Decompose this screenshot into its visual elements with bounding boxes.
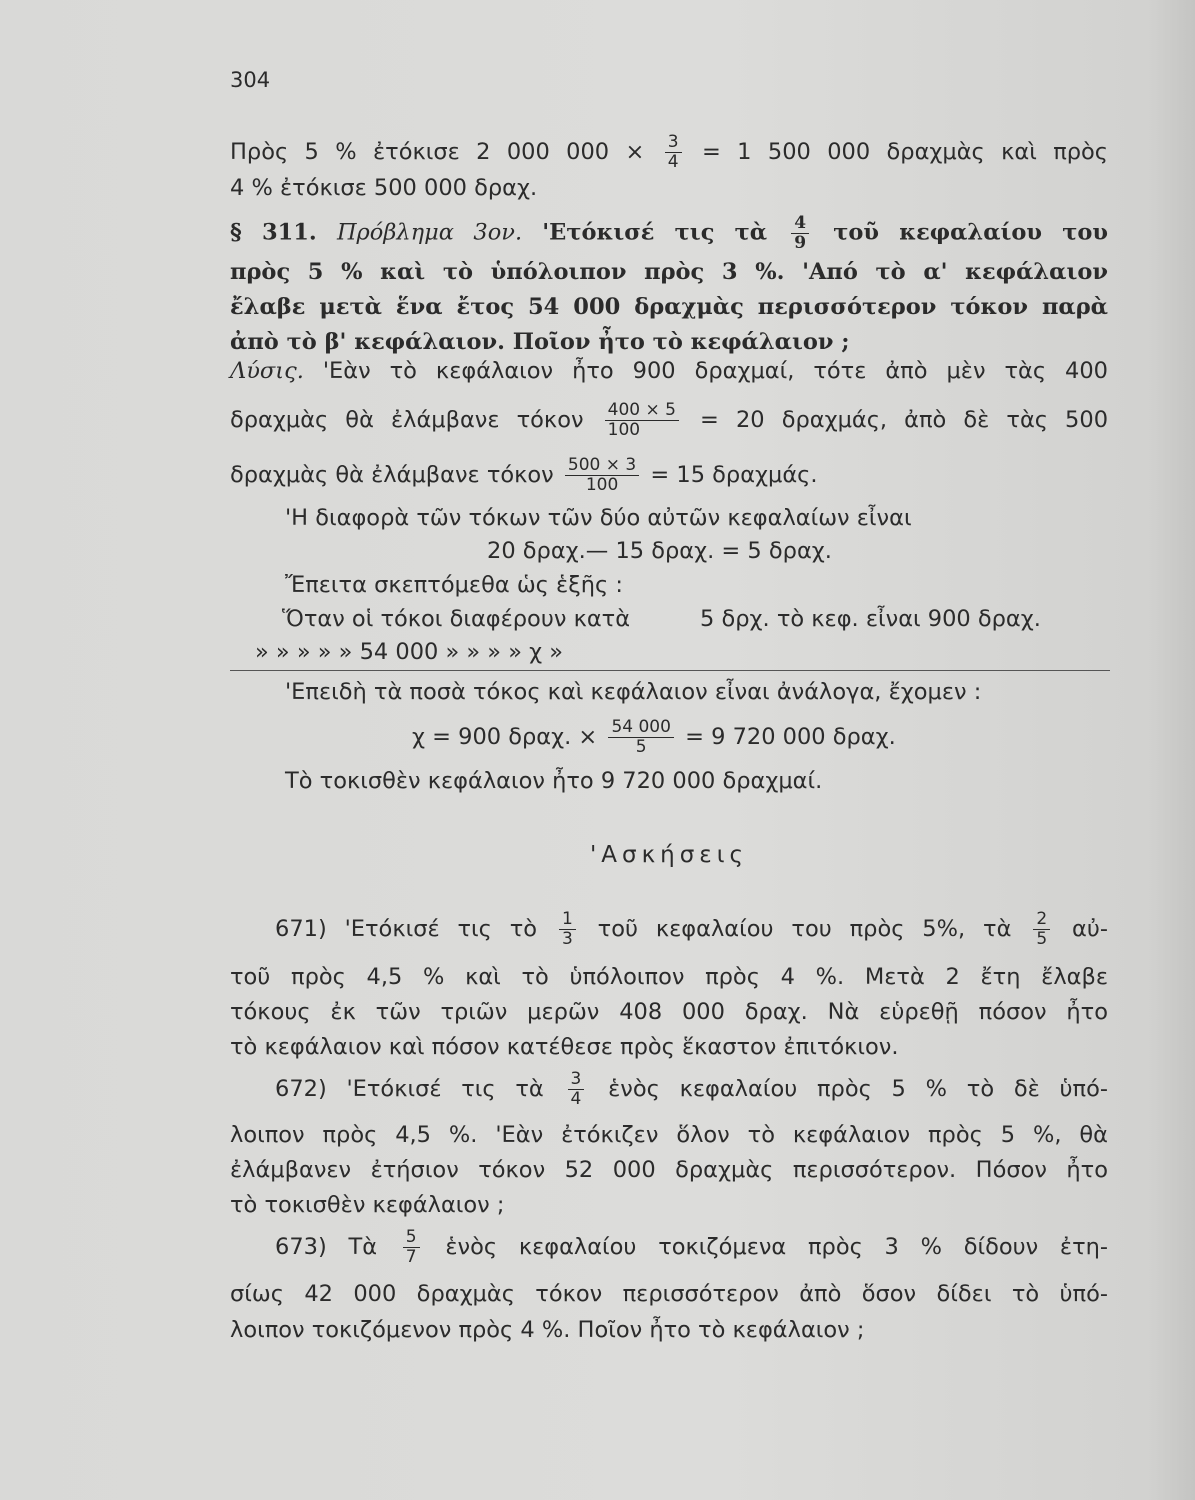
fraction-denominator: 100 [565, 475, 639, 495]
solution-line-3 [230, 456, 1108, 495]
text-segment: 5 δρχ. τὸ κεφ. εἶναι 900 δραχ. [700, 606, 1041, 632]
exercise-673-line-3: λοιπον τοκιζόμενον πρὸς 4 %. Ποῖον ἦτο τὸ κεφάλαιον ; [230, 1317, 865, 1343]
text-segment: δραχμὰς θὰ ἐλάμβανε τόκον [230, 462, 554, 488]
fraction-numerator: 54 000 [611, 717, 671, 737]
exercise-672-line-1 [275, 1070, 1108, 1109]
text-segment: δραχμὰς θὰ ἐλάμβανε τόκον [230, 407, 584, 433]
exercise-672-line-4: τὸ τοκισθὲν κεφάλαιον ; [230, 1192, 505, 1218]
text-segment: ἑνὸς κεφαλαίου πρὸς 5 % τὸ δὲ ὑπό- [608, 1076, 1108, 1102]
text-segment: ἑνὸς κεφαλαίου τοκιζόμενα πρὸς 3 % δίδουν ἐτη- [445, 1234, 1109, 1260]
problem-heading [230, 214, 1108, 253]
solution-line-2 [230, 401, 1108, 440]
page-number: 304 [230, 68, 271, 92]
exercise-671-line-2: τοῦ πρὸς 4,5 % καὶ τὸ ὑπόλοιπον πρὸς 4 %. Μετὰ 2 ἔτη ἔλαβε [230, 964, 1108, 990]
fraction-denominator: 7 [403, 1247, 420, 1267]
text-line-2: 4 % ἐτόκισε 500 000 δραχ. [230, 175, 538, 201]
text-segment: Πρὸς 5 % ἐτόκισε 2 000 000 × [230, 139, 645, 165]
text-segment: = 9 720 000 δραχ. [685, 724, 896, 750]
exercise-672-line-3: ἐλάμβανεν ἐτήσιον τόκον 52 000 δραχμὰς περισσότερον. Πόσον ἦτο [230, 1157, 1108, 1183]
fraction-numerator: 500 × 3 [567, 455, 637, 475]
fraction-5-7 [403, 1228, 420, 1267]
text-segment: χ = 900 δραχ. × [412, 724, 598, 750]
text-segment: 'Εὰν τὸ κεφάλαιον ἦτο 900 δραχμαί, τότε ἀπὸ μὲν τὰς 400 [322, 358, 1108, 384]
fraction-denominator: 9 [791, 233, 809, 253]
fraction-400x5-100 [605, 401, 679, 440]
fraction-numerator: 4 [794, 213, 807, 233]
solution-label: Λύσις. [230, 358, 304, 384]
exercise-671-line-3: τόκους ἐκ τῶν τριῶν μερῶν 408 000 δραχ. Νὰ εὑρεθῇ πόσον ἦτο [230, 999, 1108, 1025]
problem-label: Πρόβλημα 3ον. [336, 219, 523, 246]
problem-line-4: ἀπὸ τὸ β' κεφάλαιον. Ποῖον ἦτο τὸ κεφάλαιον ; [230, 329, 850, 355]
solution-line-5: Ἔπειτα σκεπτόμεθα ὡς ἑξῆς : [285, 572, 623, 598]
text-segment: = 20 δραχμάς, ἀπὸ δὲ τὰς 500 [700, 407, 1109, 433]
fraction-numerator: 3 [570, 1069, 582, 1089]
fraction-numerator: 2 [1036, 909, 1048, 929]
result-equation [412, 718, 1012, 757]
difference-equation: 20 δραχ.— 15 δραχ. = 5 δραχ. [487, 538, 832, 564]
solution-line-1 [230, 355, 1108, 387]
solution-line-6: 'Επειδὴ τὰ ποσὰ τόκος καὶ κεφάλαιον εἶναι ἀνάλογα, ἔχομεν : [285, 679, 982, 705]
proportion-row-1 [282, 603, 1108, 635]
text-segment: τοῦ κεφαλαίου του πρὸς 5%, τὰ [597, 916, 1012, 942]
fraction-54000-5 [608, 718, 673, 757]
exercises-heading: 'Ασκήσεις [589, 842, 749, 868]
fraction-denominator: 5 [1033, 929, 1050, 949]
text-segment: αὐ- [1072, 916, 1109, 942]
text-segment: = 15 δραχμάς. [650, 462, 818, 488]
fraction-denominator: 3 [559, 929, 576, 949]
text-segment: Ὅταν οἱ τόκοι διαφέρουν κατὰ [282, 606, 631, 632]
exercise-673-line-2: σίως 42 000 δραχμὰς τόκον περισσότερον ἀπὸ ὅσον δίδει τὸ ὑπό- [230, 1281, 1108, 1307]
proportion-row-2: » » » » » 54 000 » » » » χ » [255, 639, 564, 665]
proportion-rule [230, 670, 1110, 671]
text-line-1 [230, 133, 1108, 172]
fraction-denominator: 100 [605, 420, 679, 440]
solution-conclusion: Τὸ τοκισθὲν κεφάλαιον ἦτο 9 720 000 δραχμαί. [285, 768, 823, 794]
fraction-denominator: 4 [665, 152, 682, 172]
fraction-numerator: 5 [405, 1227, 417, 1247]
fraction-numerator: 400 × 5 [607, 400, 676, 420]
text-segment: 673) Τὰ [275, 1234, 378, 1260]
text-segment: 'Ετόκισέ τις τὰ [542, 219, 768, 246]
fraction-numerator: 1 [561, 909, 573, 929]
fraction-1-3 [559, 910, 576, 949]
text-segment: = 1 500 000 δραχμὰς καὶ πρὸς [701, 139, 1109, 165]
exercise-672-line-2: λοιπον πρὸς 4,5 %. 'Εὰν ἐτόκιζεν ὅλον τὸ κεφάλαιον πρὸς 5 %, θὰ [230, 1122, 1108, 1148]
solution-line-4: 'Η διαφορὰ τῶν τόκων τῶν δύο αὐτῶν κεφαλαίων εἶναι [285, 505, 912, 531]
exercise-671-line-1 [275, 910, 1108, 949]
text-segment: 672) 'Ετόκισέ τις τὰ [275, 1076, 544, 1102]
fraction-3-4 [665, 133, 682, 172]
fraction-500x3-100 [565, 456, 639, 495]
fraction-numerator: 3 [667, 132, 679, 152]
text-segment: 671) 'Ετόκισέ τις τὸ [275, 916, 538, 942]
fraction-2-5 [1033, 910, 1050, 949]
fraction-3-4 [568, 1070, 585, 1109]
section-number: § 311. [230, 219, 317, 246]
fraction-4-9 [791, 214, 809, 253]
exercise-673-line-1 [275, 1228, 1108, 1267]
fraction-denominator: 5 [608, 737, 673, 757]
problem-line-3: ἔλαβε μετὰ ἕνα ἔτος 54 000 δραχμὰς περισσότερον τόκον παρὰ [230, 294, 1108, 320]
problem-line-2: πρὸς 5 % καὶ τὸ ὑπόλοιπον πρὸς 3 %. 'Από τὸ α' κεφάλαιον [230, 259, 1108, 285]
exercise-671-line-4: τὸ κεφάλαιον καὶ πόσον κατέθεσε πρὸς ἕκαστον ἐπιτόκιον. [230, 1034, 899, 1060]
text-segment: τοῦ κεφαλαίου του [833, 219, 1108, 246]
fraction-denominator: 4 [568, 1089, 585, 1109]
